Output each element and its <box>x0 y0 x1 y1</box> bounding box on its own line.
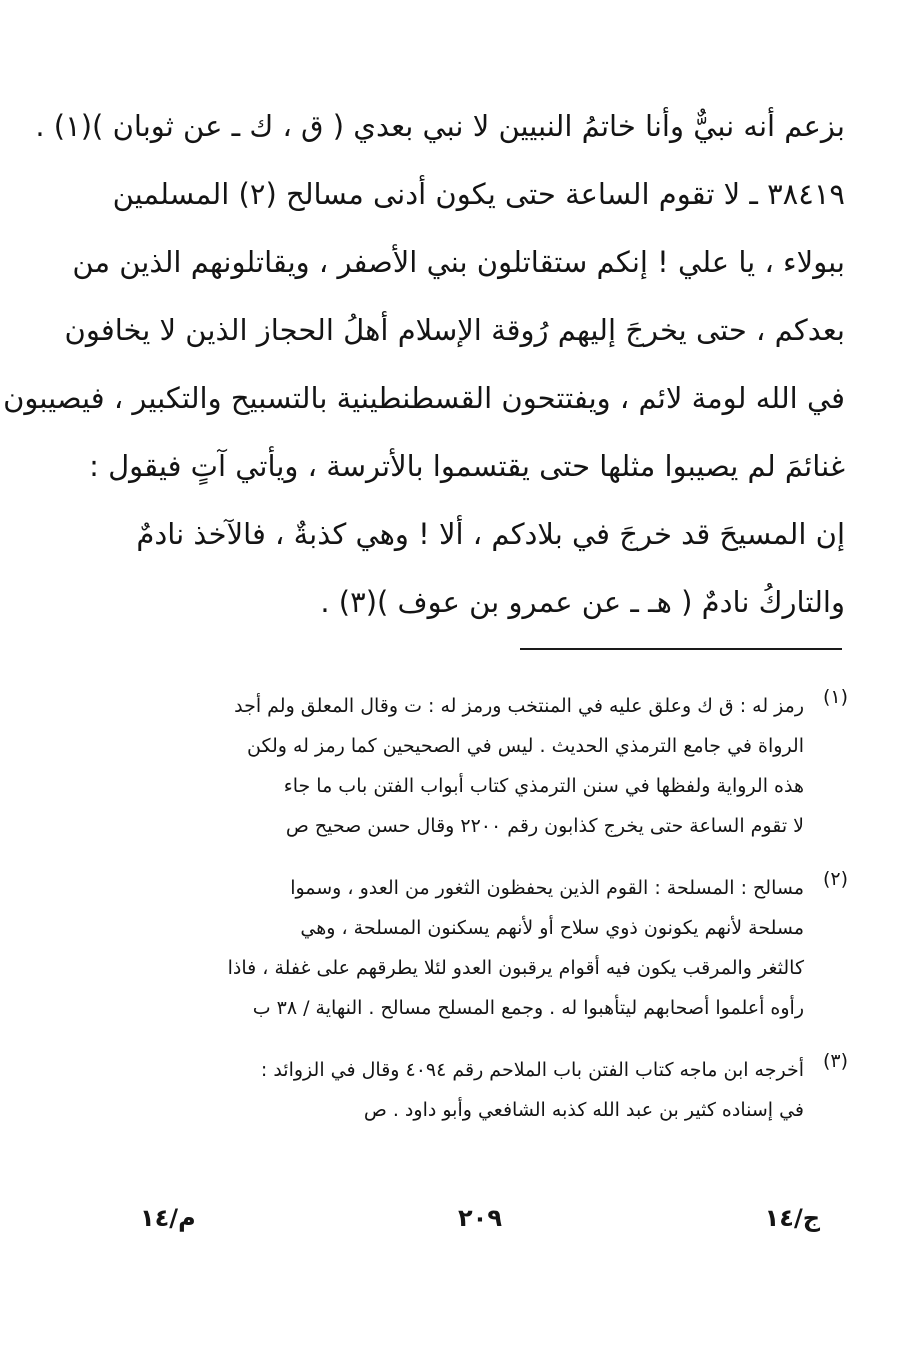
footnote-line: كالثغر والمرقب يكون فيه أقوام يرقبون العدو لئلا يطرقهم على غفلة ، فاذا <box>227 957 804 979</box>
footnote-line: مسالح : المسلحة : القوم الذين يحفظون الثغور من العدو ، وسموا <box>290 877 804 899</box>
footnote-line: رمز له : ق ك وعلق عليه في المنتخب ورمز له : ت وقال المعلق ولم أجد <box>234 695 804 717</box>
footnote-line: في إسناده كثير بن عبد الله كذبه الشافعي وأبو داود . ص <box>363 1099 804 1121</box>
footnote-3 <box>118 1050 848 1130</box>
footnote-number: (٢) <box>822 868 848 890</box>
footnote-2 <box>118 868 848 1028</box>
text-line: إن المسيحَ قد خرجَ في بلادكم ، ألا ! وهي كذبةٌ ، فالآخذ نادمٌ <box>136 517 845 551</box>
footnote-line: هذه الرواية ولفظها في سنن الترمذي كتاب أبواب الفتن باب ما جاء <box>283 775 804 797</box>
text-line: بزعم أنه نبيٌّ وأنا خاتمُ النبيين لا نبي بعدي ( ق ، ك ـ عن ثوبان )(١) . <box>35 109 845 143</box>
text-line: بعدكم ، حتى يخرجَ إليهم رُوقة الإسلام أهلُ الحجاز الذين لا يخافون <box>64 313 845 347</box>
text-line: ببولاء ، يا علي ! إنكم ستقاتلون بني الأصفر ، ويقاتلونهم الذين من <box>72 245 845 279</box>
signature-marker: م/١٤ <box>140 1204 196 1232</box>
text-line: غنائمَ لم يصيبوا مثلها حتى يقتسموا بالأترسة ، ويأتي آتٍ فيقول : <box>89 449 845 483</box>
footnote-1 <box>118 686 848 846</box>
text-line: والتاركُ نادمٌ ( هـ ـ عن عمرو بن عوف )(٣) . <box>320 585 845 619</box>
footnote-number: (١) <box>822 686 848 708</box>
page-footer <box>140 1204 820 1244</box>
footnote-number: (٣) <box>822 1050 848 1072</box>
footnote-line: مسلحة لأنهم يكونون ذوي سلاح أو لأنهم يسكنون المسلحة ، وهي <box>300 917 804 939</box>
footnote-line: الرواة في جامع الترمذي الحديث . ليس في الصحيحين كما رمز له ولكن <box>247 735 804 757</box>
text-line: ٣٨٤١٩ ـ لا تقوم الساعة حتى يكون أدنى مسالح (٢) المسلمين <box>112 177 845 211</box>
footnote-line: لا تقوم الساعة حتى يخرج كذابون رقم ٢٢٠٠ وقال حسن صحيح ص <box>285 815 804 837</box>
footnote-line: أخرجه ابن ماجه كتاب الفتن باب الملاحم رقم ٤٠٩٤ وقال في الزوائد : <box>260 1059 804 1081</box>
footnote-line: رأوه أعلموا أصحابهم ليتأهبوا له . وجمع المسلح مسالح . النهاية / ٣٨ ب <box>252 997 804 1019</box>
page-number: ٢٠٩ <box>458 1204 502 1232</box>
hadith-text <box>3 92 845 636</box>
footnotes <box>118 686 848 1152</box>
volume-marker: ج/١٤ <box>764 1204 820 1232</box>
footnote-separator <box>520 648 842 650</box>
text-line: في الله لومة لائم ، ويفتتحون القسطنطينية بالتسبيح والتكبير ، فيصيبون <box>3 381 845 415</box>
